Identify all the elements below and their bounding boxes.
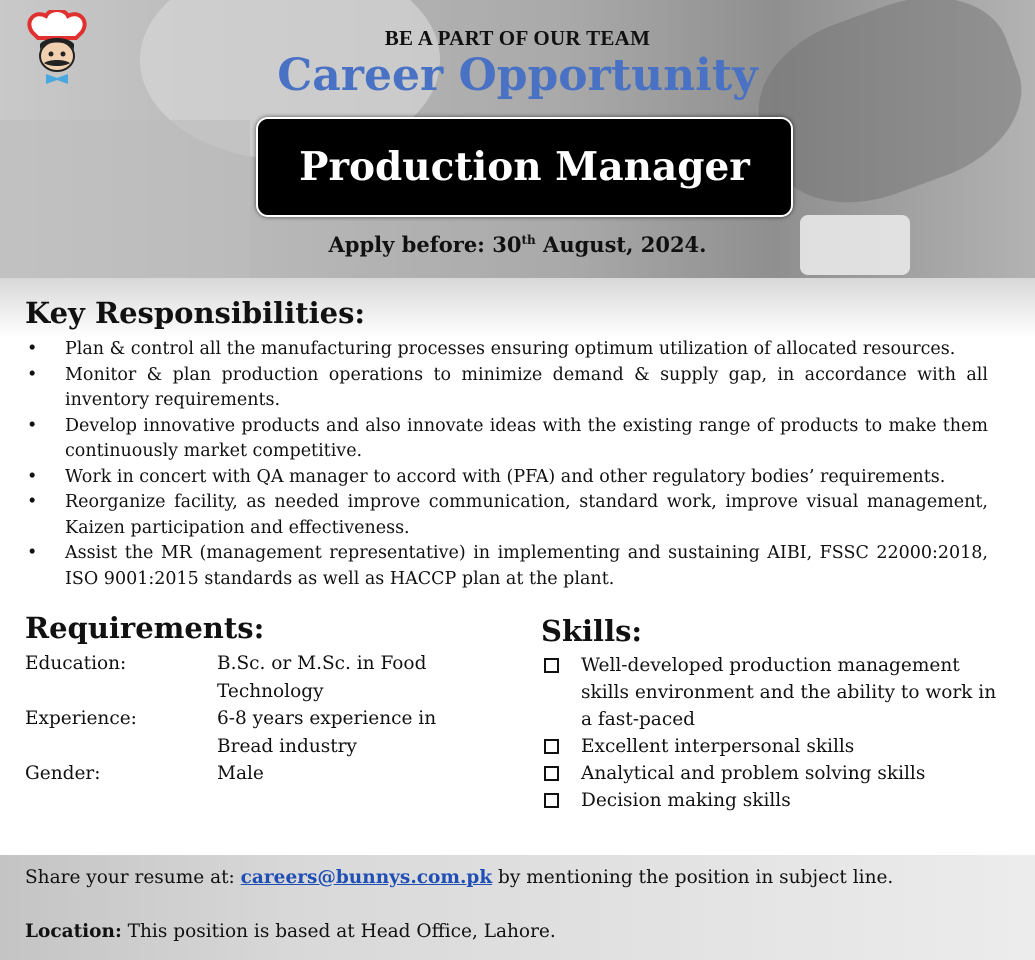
- apply-deadline: [0, 232, 1035, 257]
- checkbox-square-icon: [544, 658, 559, 673]
- requirements-heading: Requirements:: [25, 611, 265, 645]
- bullet-icon: •: [27, 466, 38, 487]
- skill-item: [541, 787, 1001, 814]
- responsibilities-list: [25, 337, 988, 592]
- apply-deadline-prefix: Apply before: 30: [328, 232, 522, 257]
- requirement-label: Experience:: [25, 708, 137, 729]
- bullet-icon: •: [27, 339, 38, 359]
- bullet-icon: •: [27, 492, 38, 512]
- apply-deadline-sup: th: [521, 233, 536, 247]
- skill-text: Decision making skills: [581, 790, 791, 811]
- list-item: [25, 465, 988, 491]
- requirement-label: Gender:: [25, 763, 101, 784]
- tagline: BE A PART OF OUR TEAM: [384, 26, 651, 50]
- list-item-text: Assist the MR (management representative) in implementing and sustaining AIBI, FSSC 22000:2018, ISO 9001:2015 standards as well as HACCP plan at the plant.: [65, 543, 988, 589]
- requirement-value: 6-8 years experience in Bread industry: [217, 708, 437, 757]
- requirement-value: Male: [217, 763, 264, 784]
- list-item-text: Reorganize facility, as needed improve communication, standard work, improve visual management, Kaizen participation and effectiveness.: [65, 492, 988, 538]
- skill-item: [541, 733, 1001, 760]
- requirement-row-gender: [25, 760, 495, 788]
- email-link[interactable]: careers@bunnys.com.pk: [240, 867, 493, 888]
- requirement-label: Education:: [25, 653, 127, 674]
- checkbox-square-icon: [544, 739, 559, 754]
- list-item-text: Work in concert with QA manager to accord with (PFA) and other regulatory bodies’ requirements.: [65, 466, 946, 487]
- position-title: Production Manager: [299, 144, 750, 190]
- apply-deadline-suffix: August, 2024.: [535, 232, 707, 257]
- location-label: Location:: [25, 921, 122, 942]
- list-item: [25, 490, 988, 541]
- list-item: [25, 541, 988, 592]
- position-title-box: [256, 117, 793, 217]
- skills-list: [541, 652, 1001, 814]
- list-item: [25, 363, 988, 414]
- bullet-icon: •: [27, 415, 38, 436]
- requirements-table: [25, 650, 495, 788]
- bullet-icon: •: [27, 543, 38, 563]
- skills-heading: Skills:: [541, 614, 643, 648]
- footer: [0, 855, 1035, 960]
- skill-text: Excellent interpersonal skills: [581, 736, 855, 757]
- location-text: This position is based at Head Office, Lahore.: [121, 921, 556, 942]
- share-resume-line: [25, 867, 893, 888]
- skill-text: Analytical and problem solving skills: [581, 763, 926, 784]
- checkbox-square-icon: [544, 766, 559, 781]
- checkbox-square-icon: [544, 793, 559, 808]
- list-item-text: Monitor & plan production operations to minimize demand & supply gap, in accordance with all inventory requirements.: [65, 364, 988, 410]
- list-item-text: Plan & control all the manufacturing processes ensuring optimum utilization of allocated resources.: [65, 339, 956, 359]
- requirement-row-education: [25, 650, 495, 705]
- list-item: [25, 337, 988, 363]
- bullet-icon: •: [27, 364, 38, 385]
- responsibilities-heading: Key Responsibilities:: [25, 296, 366, 330]
- list-item-text: Develop innovative products and also innovate ideas with the existing range of products to make them continuously market competitive.: [65, 415, 988, 461]
- requirement-row-experience: [25, 705, 495, 760]
- list-item: [25, 414, 988, 465]
- skill-item: [541, 760, 1001, 787]
- share-prefix: Share your resume at:: [25, 867, 241, 888]
- page-title: Career Opportunity: [277, 50, 758, 101]
- requirement-value: B.Sc. or M.Sc. in Food Technology: [217, 653, 427, 702]
- share-suffix: by mentioning the position in subject line.: [492, 867, 894, 888]
- skill-text: Well-developed production management skills environment and the ability to work in a fast-paced: [581, 655, 997, 730]
- location-line: [25, 921, 556, 942]
- skill-item: [541, 652, 1001, 733]
